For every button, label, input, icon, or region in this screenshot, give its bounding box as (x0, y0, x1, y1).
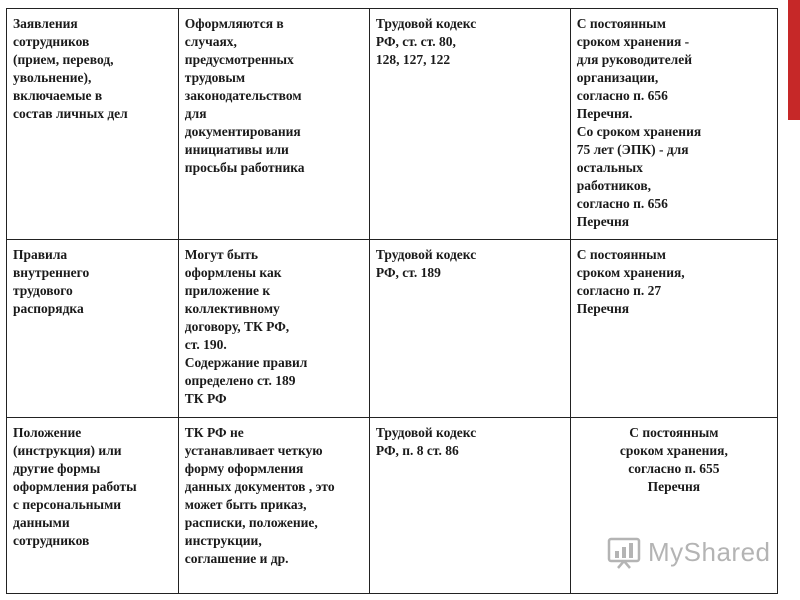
cell-text: Правила внутреннего трудового распорядка (13, 247, 90, 317)
presentation-chart-icon (606, 534, 642, 570)
cell-text: ТК РФ не устанавливает четкую форму оформления данных документов , это может быть приказ, расписки, положение, инструкции, соглашение и др. (184, 424, 335, 566)
table-row (7, 240, 778, 417)
table-cell-document-type (7, 417, 179, 593)
table-row (7, 9, 778, 240)
cell-text: Оформляются в случаях, предусмотренных трудовым законодательством для документирования инициативы или просьбы работника (184, 16, 305, 175)
cell-text: С постоянным сроком хранения, согласно п. 655 Перечня (619, 424, 728, 494)
watermark-text: MyShared (648, 536, 771, 567)
cell-text: Трудовой кодекс РФ, п. 8 ст. 86 (375, 424, 477, 458)
table-cell-legal-basis (369, 240, 570, 417)
table-cell-document-type (7, 240, 179, 417)
cell-text: С постоянным сроком хранения - для руководителей организации, согласно п. 656 Перечня. Со сроком хранения 75 лет (ЭПК) - для остальных работников, согласно п. 656 Перечня (576, 16, 702, 229)
table-cell-formalization (178, 9, 369, 240)
cell-text: Трудовой кодекс РФ, ст. ст. 80, 128, 127, 122 (375, 16, 477, 67)
table-cell-formalization (178, 240, 369, 417)
table-cell-legal-basis (369, 417, 570, 593)
table-cell-retention (570, 240, 777, 417)
cell-text: С постоянным сроком хранения, согласно п. 27 Перечня (576, 247, 685, 317)
cell-text: Положение (инструкция) или другие формы оформления работы с персональными данными сотрудников (13, 424, 137, 548)
document-table (6, 8, 778, 594)
accent-bar (788, 0, 800, 120)
cell-text: Трудовой кодекс РФ, ст. 189 (375, 247, 477, 281)
table-cell-retention (570, 9, 777, 240)
table-cell-legal-basis (369, 9, 570, 240)
watermark (606, 534, 771, 570)
table-cell-formalization (178, 417, 369, 593)
cell-text: Заявления сотрудников (прием, перевод, увольнение), включаемые в состав личных дел (13, 16, 128, 121)
cell-text: Могут быть оформлены как приложение к коллективному договору, ТК РФ, ст. 190. Содержание правил определено ст. 189 ТК РФ (184, 247, 308, 407)
table-cell-document-type (7, 9, 179, 240)
